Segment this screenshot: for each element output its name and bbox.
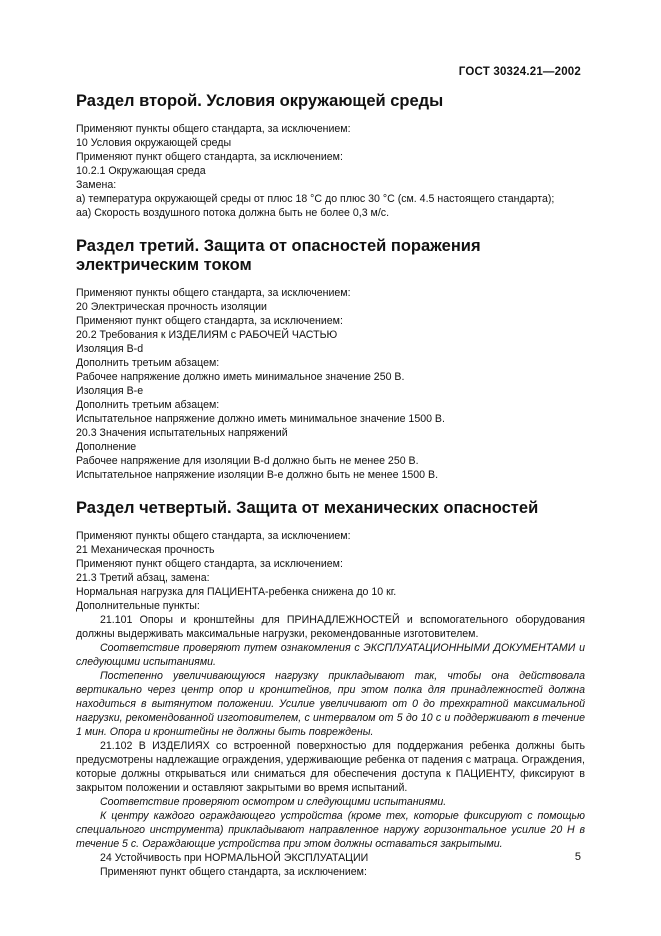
text-line: Испытательное напряжение изоляции В-е должно быть не менее 1500 В. xyxy=(76,469,439,481)
paragraph-test-procedure: Постепенно увеличивающуюся нагрузку прикладывают так, чтобы она действовала вертикально через центр опор и кронштейнов, при этом полка для принадлежностей должна находиться в вытянутом положении. Усилие увеличивают от 0 до трехкратной максимальной нагрузки, рекомендованной изготовителем, с интервалом от 5 до 10 с и поддерживают в течение 1 мин. Опора и кронштейны не должны быть повреждены. xyxy=(76,670,585,738)
text-line: 20.3 Значения испытательных напряжений xyxy=(76,427,288,439)
text-line: 10 Условия окружающей среды xyxy=(76,137,232,149)
text-line: а) температура окружающей среды от плюс 18 °С до плюс 30 °С (см. 4.5 настоящего стандарта); xyxy=(76,193,555,205)
text-line: Применяют пункт общего стандарта, за исключением: xyxy=(76,315,343,327)
text-line: Дополнительные пункты: xyxy=(76,600,200,612)
paragraph-24: 24 Устойчивость при НОРМАЛЬНОЙ ЭКСПЛУАТАЦИИ xyxy=(100,852,369,864)
paragraph-compliance-note: Соответствие проверяют осмотром и следующими испытаниями. xyxy=(100,796,447,808)
text-line: Применяют пункт общего стандарта, за исключением: xyxy=(76,151,343,163)
text-line: Применяют пункты общего стандарта, за исключением: xyxy=(76,123,351,135)
section-3 xyxy=(76,237,585,482)
text-line: Применяют пункты общего стандарта, за исключением: xyxy=(76,530,351,542)
text-line: Применяют пункты общего стандарта, за исключением: xyxy=(76,287,351,299)
text-line: 10.2.1 Окружающая среда xyxy=(76,165,206,177)
text-line: аа) Скорость воздушного потока должна быть не более 0,3 м/с. xyxy=(76,207,390,219)
text-line: Изоляция В-d xyxy=(76,343,144,355)
text-line: 20 Электрическая прочность изоляции xyxy=(76,301,267,313)
page-number: 5 xyxy=(574,851,581,863)
section-2 xyxy=(76,92,585,220)
text-line: 21.3 Третий абзац, замена: xyxy=(76,572,210,584)
paragraph-compliance-note: Соответствие проверяют путем ознакомления с ЭКСПЛУАТАЦИОННЫМИ ДОКУМЕНТАМИ и следующими испытаниями. xyxy=(76,642,585,668)
text-line: Испытательное напряжение должно иметь минимальное значение 1500 В. xyxy=(76,413,445,425)
section-4 xyxy=(76,499,585,879)
text-line: Дополнение xyxy=(76,441,137,453)
text-line: Замена: xyxy=(76,179,117,191)
text-line: Применяют пункт общего стандарта, за исключением: xyxy=(76,558,343,570)
text-line: Нормальная нагрузка для ПАЦИЕНТА-ребенка снижена до 10 кг. xyxy=(76,586,397,598)
section-heading: Раздел второй. Условия окружающей среды xyxy=(76,92,444,110)
text-line: 20.2 Требования к ИЗДЕЛИЯМ с РАБОЧЕЙ ЧАСТЬЮ xyxy=(76,329,338,341)
paragraph-21-101: 21.101 Опоры и кронштейны для ПРИНАДЛЕЖНОСТЕЙ и вспомогательного оборудования должны выдерживать максимальные нагрузки, рекомендованные изготовителем. xyxy=(76,614,585,640)
text-line: Рабочее напряжение для изоляции В-d должно быть не менее 250 В. xyxy=(76,455,419,467)
section-heading: Раздел третий. Защита от опасностей поражения электрическим током xyxy=(76,237,481,274)
paragraph-24-note: Применяют пункт общего стандарта, за исключением: xyxy=(100,866,367,878)
paragraph-21-102: 21.102 В ИЗДЕЛИЯХ со встроенной поверхностью для поддержания ребенка должны быть предусмотрены надлежащие ограждения, удерживающие ребенка от падения с матраца. Ограждения, которые должны открываться или сниматься для обеспечения доступа к ПАЦИЕНТУ, фиксируют в закрытом положении и оставляют закрытыми во время испытаний. xyxy=(76,740,585,794)
text-line: Дополнить третьим абзацем: xyxy=(76,357,220,369)
text-line: 21 Механическая прочность xyxy=(76,544,215,556)
text-line: Рабочее напряжение должно иметь минимальное значение 250 В. xyxy=(76,371,405,383)
text-line: Изоляция В-е xyxy=(76,385,144,397)
document-body xyxy=(76,92,585,896)
section-heading: Раздел четвертый. Защита от механических опасностей xyxy=(76,499,539,517)
text-line: Дополнить третьим абзацем: xyxy=(76,399,220,411)
page-header-code: ГОСТ 30324.21—2002 xyxy=(458,66,581,78)
paragraph-test-procedure: К центру каждого ограждающего устройства (кроме тех, которые фиксируют с помощью специального инструмента) прикладывают направленное наружу горизонтальное усилие 20 Н в течение 5 с. Ограждающие устройства при этом должны оставаться закрытыми. xyxy=(76,810,585,850)
